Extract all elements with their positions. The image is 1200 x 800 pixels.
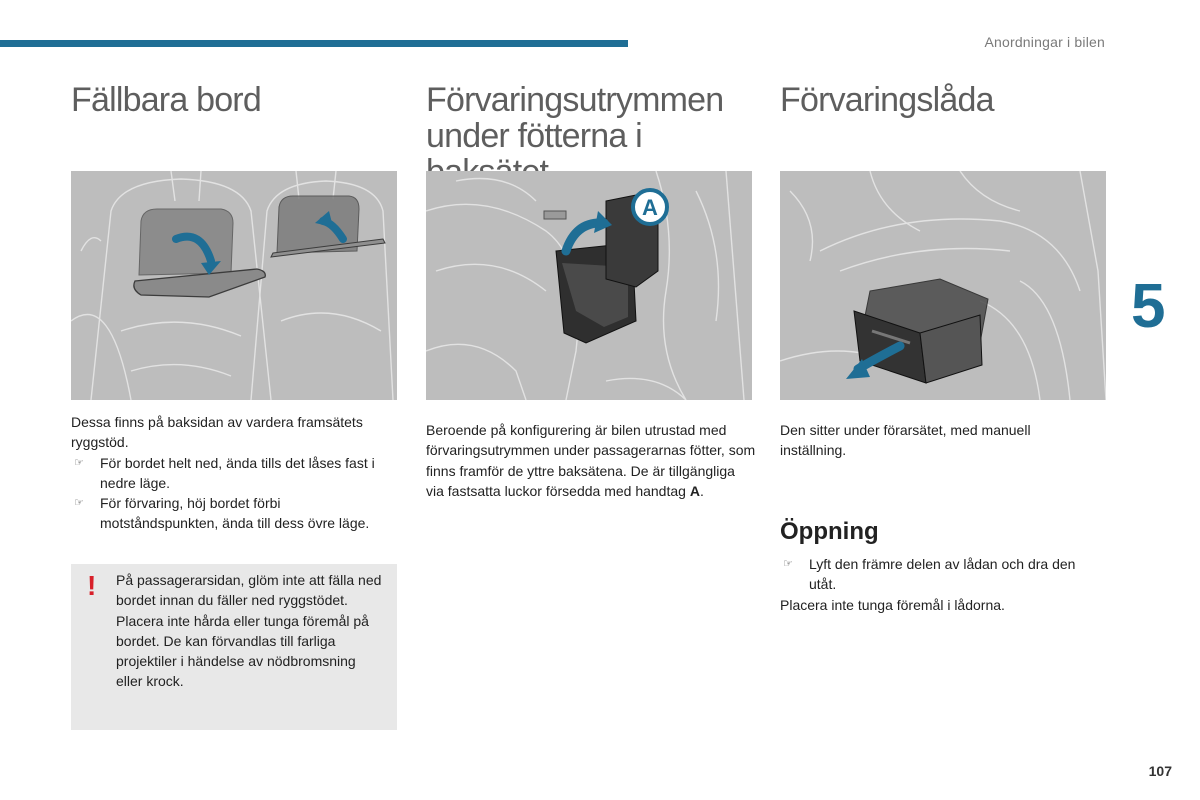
section-label: Anordningar i bilen — [984, 34, 1105, 50]
finger-pointer-icon: ☞ — [74, 497, 84, 510]
warning-line-1: På passagerarsidan, glöm inte att fälla ned bordet innan du fäller ned ryggstödet. — [116, 572, 382, 609]
finger-pointer-icon: ☞ — [74, 456, 84, 469]
warning-line-2: Placera inte hårda eller tunga föremål på bordet. De kan förvandlas till farliga projektiler i händelse av nödbromsning eller krock. — [116, 612, 369, 690]
folding-tables-text — [71, 412, 401, 534]
opening-bullet-1 — [780, 554, 1100, 595]
title-storage-drawer: Förvaringslåda — [780, 81, 994, 119]
title-footwell-storage-line1: Förvaringsutrymmen — [426, 81, 724, 119]
footwell-storage-drawing — [426, 171, 752, 400]
footwell-storage-body: Beroende på konfigurering är bilen utrustad med förvaringsutrymmen under passagerarnas fötter, som finns framför de yttre baksätena. De är tillgängliga via fastsatta luckor försedda med handtag — [426, 422, 756, 499]
opening-bullet-1-text: Lyft den främre delen av lådan och dra den utåt. — [809, 556, 1076, 593]
warning-box — [71, 564, 397, 730]
header-accent-bar — [0, 40, 628, 47]
illustration-storage-drawer — [780, 171, 1106, 400]
exclamation-icon: ! — [87, 570, 97, 601]
title-footwell-storage-line2: under fötterna i — [426, 117, 642, 155]
callout-label-a: A — [642, 195, 658, 220]
warning-text — [116, 570, 386, 692]
folding-tables-intro: Dessa finns på baksidan av vardera framsätets ryggstöd. — [71, 414, 363, 451]
folding-tables-bullet-1 — [71, 453, 401, 494]
handle-label: A — [689, 482, 700, 499]
footwell-storage-text — [426, 420, 756, 501]
storage-drawer-drawing — [780, 171, 1106, 400]
footwell-storage-end: . — [699, 482, 704, 499]
finger-pointer-icon: ☞ — [783, 558, 793, 570]
illustration-footwell-storage — [426, 171, 752, 400]
title-folding-tables: Fällbara bord — [71, 81, 261, 119]
page-number: 107 — [1148, 763, 1172, 779]
folding-tables-bullet-2 — [71, 493, 401, 534]
folding-tables-bullet-2-text: För förvaring, höj bordet förbi motståndspunkten, ända till dess övre läge. — [100, 495, 370, 532]
chapter-number: 5 — [1131, 272, 1166, 341]
folding-table-drawing — [71, 171, 397, 400]
illustration-folding-tables — [71, 171, 397, 400]
footwell-storage-paragraph — [426, 420, 756, 501]
storage-drawer-intro: Den sitter under förarsätet, med manuell inställning. — [780, 422, 1031, 459]
opening-note: Placera inte tunga föremål i lådorna. — [780, 596, 1005, 613]
subheading-opening: Öppning — [780, 518, 879, 545]
opening-text — [780, 554, 1100, 615]
storage-drawer-text — [780, 420, 1100, 461]
folding-tables-bullet-1-text: För bordet helt ned, ända tills det låses fast i nedre läge. — [100, 454, 375, 491]
